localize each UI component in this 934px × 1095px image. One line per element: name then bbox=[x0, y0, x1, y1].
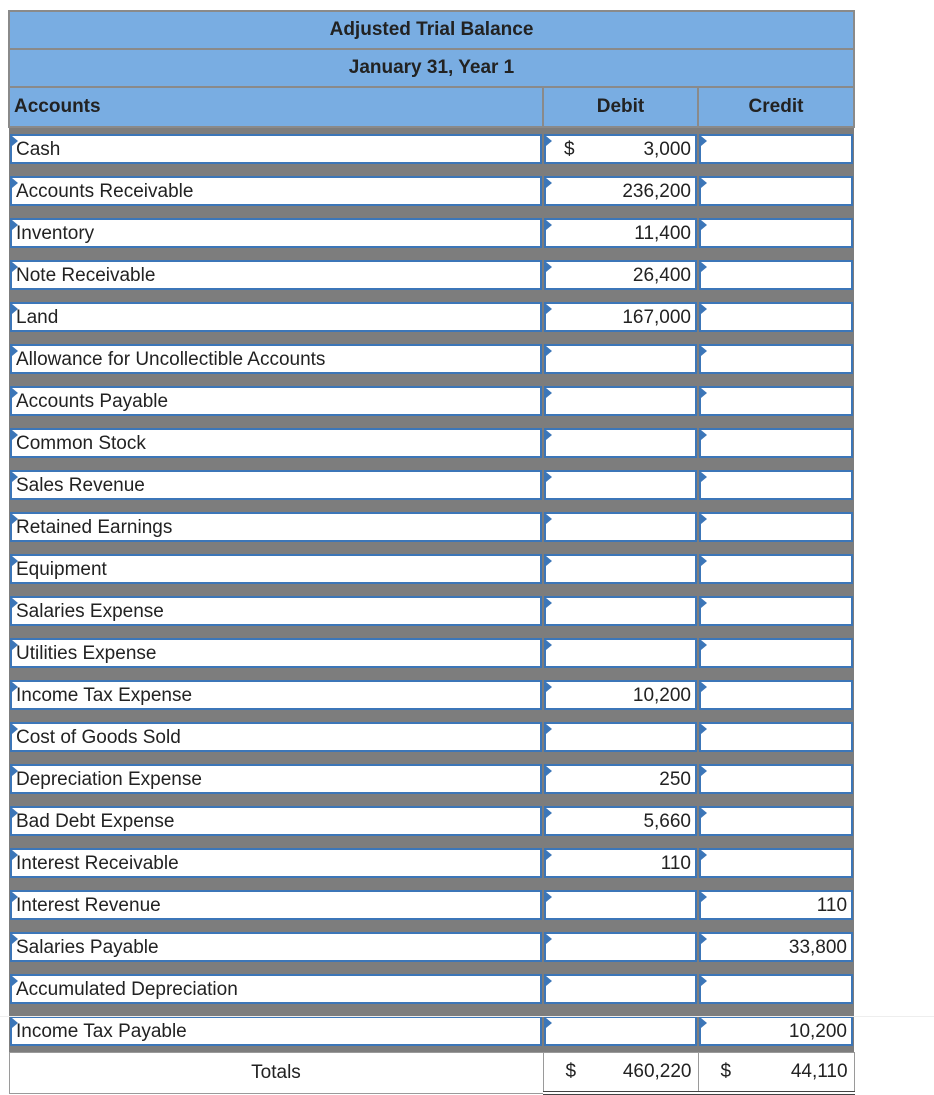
table-row bbox=[9, 296, 854, 338]
account-input[interactable]: Note Receivable bbox=[10, 260, 542, 290]
debit-input[interactable] bbox=[544, 1016, 697, 1046]
debit-input[interactable] bbox=[544, 302, 697, 332]
table-row bbox=[9, 464, 854, 506]
table-date: January 31, Year 1 bbox=[9, 49, 854, 87]
debit-value: 10,200 bbox=[632, 685, 691, 706]
account-input[interactable]: Bad Debt Expense bbox=[10, 806, 542, 836]
account-input[interactable]: Income Tax Payable bbox=[10, 1016, 542, 1046]
credit-input[interactable] bbox=[699, 806, 853, 836]
account-input[interactable]: Accumulated Depreciation bbox=[10, 974, 542, 1004]
table-row bbox=[9, 632, 854, 674]
debit-value: 3,000 bbox=[643, 139, 691, 160]
trial-balance-table bbox=[8, 10, 855, 1095]
account-input[interactable]: Depreciation Expense bbox=[10, 764, 542, 794]
table-row bbox=[9, 884, 854, 926]
debit-value: 26,400 bbox=[632, 265, 691, 286]
debit-input[interactable] bbox=[544, 428, 697, 458]
credit-input[interactable] bbox=[699, 428, 853, 458]
debit-value: 110 bbox=[660, 853, 691, 874]
debit-input[interactable] bbox=[544, 764, 697, 794]
credit-input[interactable] bbox=[699, 680, 853, 710]
debit-input[interactable] bbox=[544, 722, 697, 752]
totals-label: Totals bbox=[9, 1053, 543, 1094]
debit-value: 11,400 bbox=[634, 223, 691, 244]
debit-input[interactable] bbox=[544, 176, 697, 206]
debit-column-header: Debit bbox=[543, 87, 698, 127]
debit-input[interactable] bbox=[544, 218, 697, 248]
credit-input[interactable] bbox=[699, 554, 853, 584]
credit-input[interactable] bbox=[699, 134, 853, 164]
debit-input[interactable] bbox=[544, 554, 697, 584]
account-input[interactable]: Allowance for Uncollectible Accounts bbox=[10, 344, 542, 374]
debit-input[interactable] bbox=[544, 974, 697, 1004]
table-row bbox=[9, 758, 854, 800]
account-input[interactable]: Cost of Goods Sold bbox=[10, 722, 542, 752]
table-row bbox=[9, 968, 854, 1010]
credit-input[interactable] bbox=[699, 344, 853, 374]
debit-input[interactable] bbox=[544, 680, 697, 710]
debit-total-value: 460,220 bbox=[622, 1061, 692, 1082]
table-row bbox=[9, 506, 854, 548]
debit-input[interactable] bbox=[544, 806, 697, 836]
table-row bbox=[9, 170, 854, 212]
account-input[interactable]: Salaries Payable bbox=[10, 932, 542, 962]
debit-value: 236,200 bbox=[622, 181, 691, 202]
credit-input[interactable] bbox=[699, 470, 853, 500]
credit-input[interactable] bbox=[699, 386, 853, 416]
table-row bbox=[9, 127, 854, 170]
debit-input[interactable] bbox=[544, 890, 697, 920]
account-input[interactable]: Interest Receivable bbox=[10, 848, 542, 878]
account-input[interactable]: Inventory bbox=[10, 218, 542, 248]
credit-total bbox=[698, 1053, 854, 1094]
debit-value: 5,660 bbox=[643, 811, 691, 832]
credit-input[interactable] bbox=[699, 764, 853, 794]
debit-input[interactable] bbox=[544, 512, 697, 542]
debit-input[interactable] bbox=[544, 638, 697, 668]
account-input[interactable]: Equipment bbox=[10, 554, 542, 584]
account-input[interactable]: Accounts Payable bbox=[10, 386, 542, 416]
credit-column-header: Credit bbox=[698, 87, 854, 127]
credit-input[interactable] bbox=[699, 638, 853, 668]
debit-input[interactable] bbox=[544, 932, 697, 962]
credit-input[interactable] bbox=[699, 596, 853, 626]
table-row bbox=[9, 842, 854, 884]
table-row bbox=[9, 674, 854, 716]
account-input[interactable]: Accounts Receivable bbox=[10, 176, 542, 206]
debit-value: 250 bbox=[659, 769, 691, 790]
account-input[interactable]: Salaries Expense bbox=[10, 596, 542, 626]
debit-input[interactable] bbox=[544, 470, 697, 500]
account-input[interactable]: Cash bbox=[10, 134, 542, 164]
credit-input[interactable] bbox=[699, 722, 853, 752]
account-input[interactable]: Land bbox=[10, 302, 542, 332]
debit-input[interactable] bbox=[544, 260, 697, 290]
credit-total-value: 44,110 bbox=[790, 1061, 848, 1082]
credit-input[interactable] bbox=[699, 260, 853, 290]
table-row bbox=[9, 590, 854, 632]
account-input[interactable]: Interest Revenue bbox=[10, 890, 542, 920]
table-title: Adjusted Trial Balance bbox=[9, 11, 854, 49]
credit-input[interactable]: 10,200 bbox=[699, 1016, 853, 1046]
credit-input[interactable] bbox=[699, 974, 853, 1004]
dollar-sign: $ bbox=[720, 1061, 732, 1082]
dollar-sign: $ bbox=[564, 139, 575, 160]
debit-input[interactable] bbox=[544, 344, 697, 374]
account-input[interactable]: Common Stock bbox=[10, 428, 542, 458]
table-row bbox=[9, 800, 854, 842]
credit-input[interactable]: 33,800 bbox=[699, 932, 853, 962]
debit-input[interactable] bbox=[544, 134, 697, 164]
debit-total bbox=[543, 1053, 698, 1094]
table-row bbox=[9, 380, 854, 422]
debit-input[interactable] bbox=[544, 386, 697, 416]
dollar-sign: $ bbox=[565, 1061, 577, 1082]
debit-input[interactable] bbox=[544, 848, 697, 878]
credit-input[interactable] bbox=[699, 512, 853, 542]
totals-row bbox=[9, 1053, 854, 1094]
table-row bbox=[9, 338, 854, 380]
table-row bbox=[9, 422, 854, 464]
credit-input[interactable] bbox=[699, 218, 853, 248]
account-input[interactable]: Utilities Expense bbox=[10, 638, 542, 668]
credit-input[interactable] bbox=[699, 848, 853, 878]
divider bbox=[0, 1016, 934, 1017]
table-row bbox=[9, 212, 854, 254]
credit-input[interactable]: 110 bbox=[699, 890, 853, 920]
credit-input[interactable] bbox=[699, 302, 853, 332]
accounts-column-header: Accounts bbox=[9, 87, 543, 127]
table-row bbox=[9, 548, 854, 590]
account-input[interactable]: Retained Earnings bbox=[10, 512, 542, 542]
table-row bbox=[9, 716, 854, 758]
account-input[interactable]: Income Tax Expense bbox=[10, 680, 542, 710]
account-input[interactable]: Sales Revenue bbox=[10, 470, 542, 500]
table-row bbox=[9, 926, 854, 968]
credit-input[interactable] bbox=[699, 176, 853, 206]
debit-input[interactable] bbox=[544, 596, 697, 626]
table-row bbox=[9, 254, 854, 296]
debit-value: 167,000 bbox=[622, 307, 691, 328]
